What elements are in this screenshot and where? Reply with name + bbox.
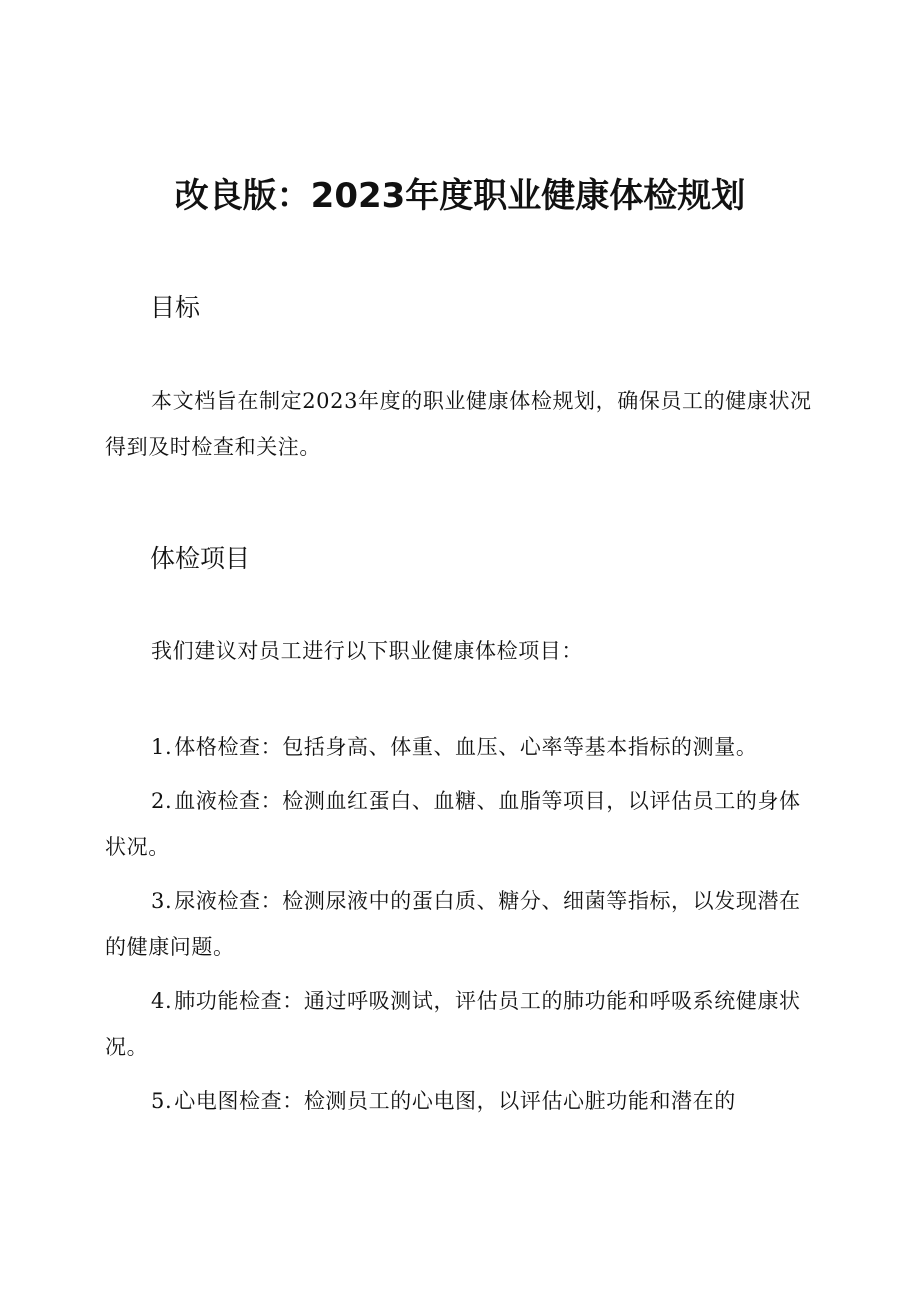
document-title: 改良版：2023年度职业健康体检规划 (174, 176, 746, 216)
list-item-text: 肺功能检查：通过呼吸测试，评估员工的肺功能和呼吸系统健康状况。 (105, 989, 801, 1059)
list-item (105, 1078, 817, 1124)
list-item-number: 4. (151, 989, 173, 1013)
goal-paragraph: 本文档旨在制定2023年度的职业健康体检规划，确保员工的健康状况得到及时检查和关注。 (105, 389, 812, 459)
list-item (105, 778, 817, 870)
list-item (105, 978, 817, 1070)
list-item-number: 5. (151, 1089, 173, 1113)
list-item-number: 2. (151, 789, 173, 813)
list-item-text: 心电图检查：检测员工的心电图，以评估心脏功能和潜在的 (174, 1089, 736, 1113)
section-heading-items: 体检项目 (150, 544, 251, 573)
section-heading-goal: 目标 (150, 293, 201, 322)
list-item-number: 3. (151, 889, 173, 913)
list-item (105, 724, 817, 770)
checkup-items-list (105, 724, 817, 1124)
list-item-text: 血液检查：检测血红蛋白、血糖、血脂等项目，以评估员工的身体状况。 (105, 789, 801, 859)
items-intro-paragraph: 我们建议对员工进行以下职业健康体检项目： (151, 639, 583, 663)
list-item-text: 体格检查：包括身高、体重、血压、心率等基本指标的测量。 (174, 735, 758, 759)
list-item (105, 878, 817, 970)
list-item-text: 尿液检查：检测尿液中的蛋白质、糖分、细菌等指标，以发现潜在的健康问题。 (105, 889, 801, 959)
list-item-number: 1. (151, 735, 173, 759)
